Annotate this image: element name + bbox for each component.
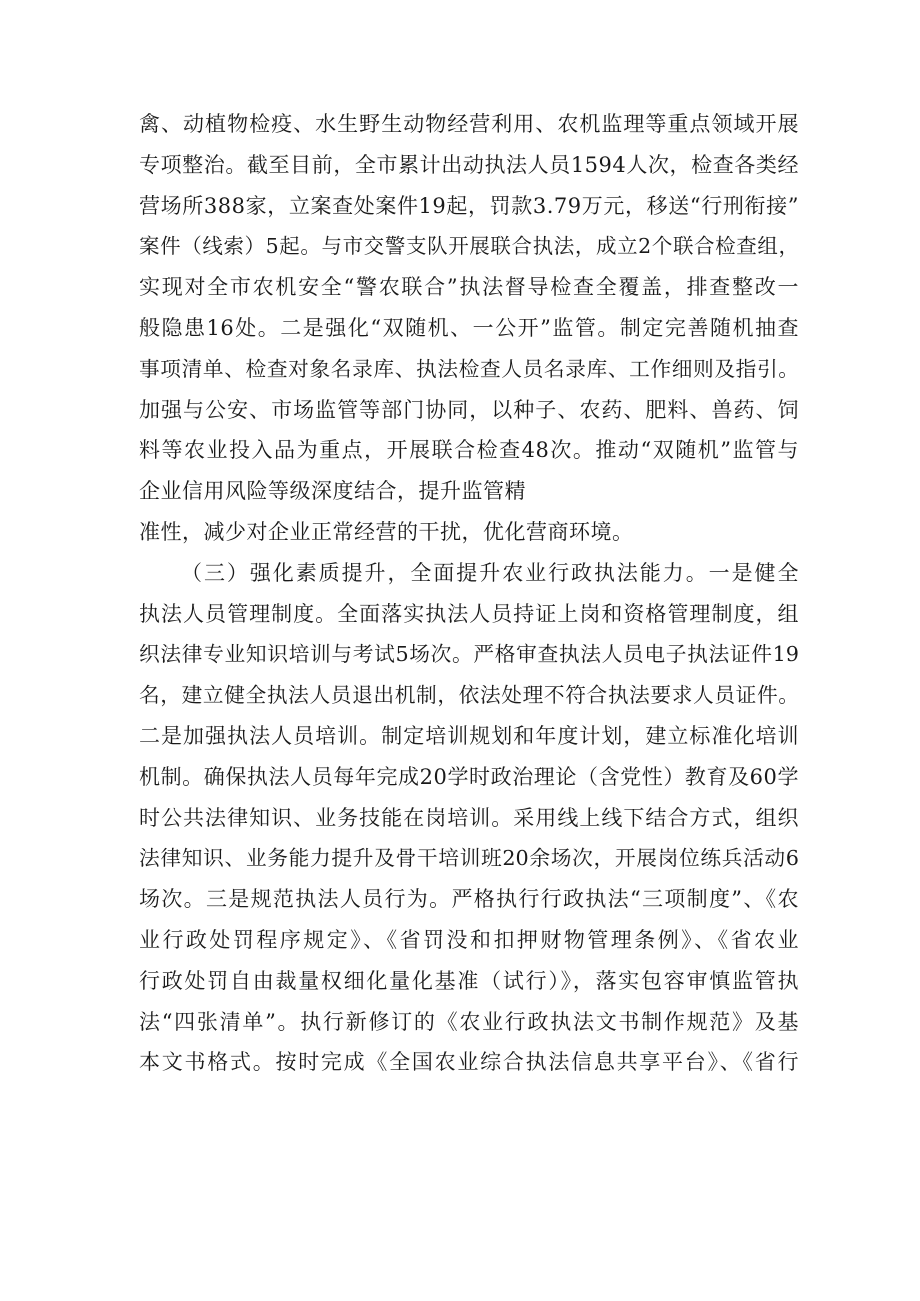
text-line: 织法律专业知识培训与考试5场次。严格审查执法人员电子执法证件19 — [139, 642, 799, 667]
section-heading-line: （三）强化素质提升，全面提升农业行政执法能力。一是健全 — [181, 560, 799, 585]
text-line: 机制。确保执法人员每年完成20学时政治理论（含党性）教育及60学 — [139, 764, 799, 789]
text-line: 本文书格式。按时完成《全国农业综合执法信息共享平台》、《省行 — [139, 1050, 799, 1075]
text-line: 禽、动植物检疫、水生野生动物经营利用、农机监理等重点领域开展 — [139, 112, 799, 136]
text-line: 场次。三是规范执法人员行为。严格执行行政执法“三项制度”、《农 — [139, 887, 799, 912]
text-line: 案件（线索）5起。与市交警支队开展联合执法，成立2个联合检查组， — [139, 234, 799, 259]
text-line: 名，建立健全执法人员退出机制，依法处理不符合执法要求人员证件。 — [139, 683, 799, 708]
text-line: 事项清单、检查对象名录库、执法检查人员名录库、工作细则及指引。 — [139, 356, 799, 381]
text-line: 般隐患16处。二是强化“双随机、一公开”监管。制定完善随机抽查 — [139, 315, 799, 340]
text-line: 营场所388家，立案查处案件19起，罚款3.79万元，移送“行刑衔接” — [139, 193, 799, 218]
text-line: 专项整治。截至目前，全市累计出动执法人员1594人次，检查各类经 — [139, 152, 799, 177]
paragraph-end-line: 准性，减少对企业正常经营的干扰，优化营商环境。 — [139, 519, 634, 544]
text-line: 行政处罚自由裁量权细化量化基准（试行）》，落实包容审慎监管执 — [139, 968, 799, 993]
text-line: 企业信用风险等级深度结合，提升监管精 — [139, 479, 526, 504]
text-line: 法“四张清单”。执行新修订的《农业行政执法文书制作规范》及基 — [139, 1009, 799, 1034]
body-text — [139, 104, 799, 1083]
text-line: 执法人员管理制度。全面落实执法人员持证上岗和资格管理制度，组 — [139, 601, 799, 626]
text-line: 业行政处罚程序规定》、《省罚没和扣押财物管理条例》、《省农业 — [139, 927, 799, 952]
text-line: 二是加强执法人员培训。制定培训规划和年度计划，建立标准化培训 — [139, 723, 799, 748]
text-line: 法律知识、业务能力提升及骨干培训班20余场次，开展岗位练兵活动6 — [139, 846, 799, 871]
text-line: 实现对全市农机安全“警农联合”执法督导检查全覆盖，排查整改一 — [139, 275, 799, 300]
text-line: 加强与公安、市场监管等部门协同，以种子、农药、肥料、兽药、饲 — [139, 397, 799, 422]
text-line: 料等农业投入品为重点，开展联合检查48次。推动“双随机”监管与 — [139, 438, 799, 463]
text-line: 时公共法律知识、业务技能在岗培训。采用线上线下结合方式，组织 — [139, 805, 799, 830]
